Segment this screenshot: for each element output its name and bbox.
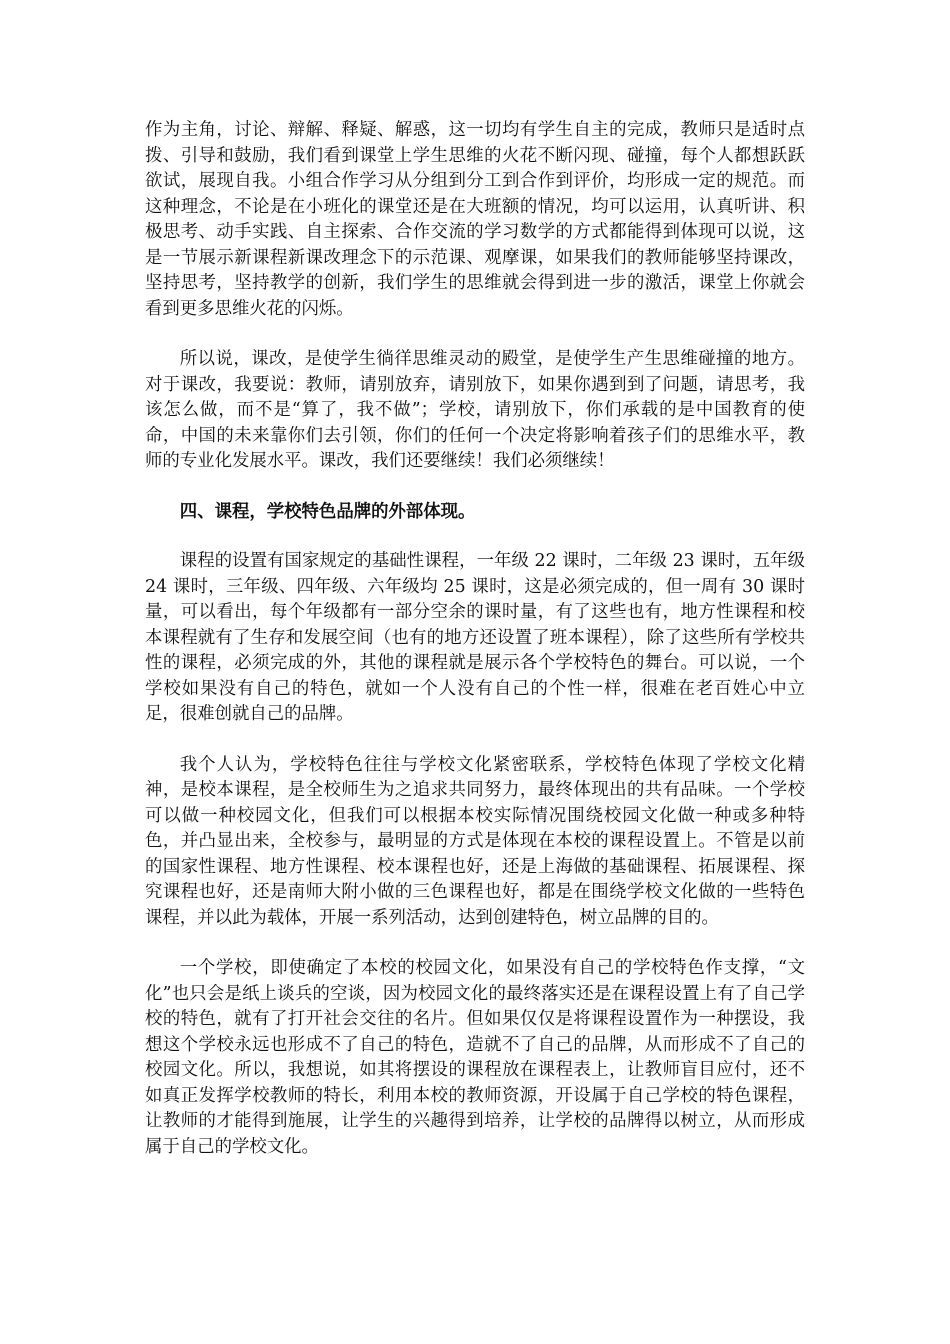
section-heading: 四、课程，学校特色品牌的外部体现。	[179, 501, 476, 522]
paragraph-4: 我个人认为，学校特色往往与学校文化紧密联系，学校特色体现了学校文化精神，是校本课程，是全校师生为之追求共同努力，最终体现出的共有品味。一个学校可以做一种校园文化，但我们可以根据本校实际情况围绕校园文化做一种或多种特色，并凸显出来，全校参与，最明显的方式是体现在本校的课程设置上。不管是以前的国家性课程、地方性课程、校本课程也好，还是上海做的基础课程、拓展课程、探究课程也好，还是南师大附小做的三色课程也好，都是在围绕学校文化做的一些特色课程，并以此为载体，开展一系列活动，达到创建特色，树立品牌的目的。	[145, 754, 805, 928]
document-body	[145, 118, 805, 1185]
paragraph-3: 课程的设置有国家规定的基础性课程，一年级 22 课时，二年级 23 课时，五年级 24 课时，三年级、四年级、六年级均 25 课时，这是必须完成的，但一周有 30 课时量，可以看出，每个年级都有一部分空余的课时量，有了这些也有，地方性课程和校本课程就有了生存和发展空间（也有的地方还设置了班本课程），除了这些所有学校共性的课程，必须完成的外，其他的课程就是展示各个学校特色的舞台。可以说，一个学校如果没有自己的特色，就如一个人没有自己的个性一样，很难在老百姓心中立足，很难创就自己的品牌。	[145, 551, 805, 724]
paragraph-5: 一个学校，即使确定了本校的校园文化，如果没有自己的学校特色作支撑，“文化”也只会是纸上谈兵的空谈，因为校园文化的最终落实还是在课程设置上有了自己学校的特色，就有了打开社会交往的名片。但如果仅仅是将课程设置作为一种摆设，我想这个学校永远也形成不了自己的特色，造就不了自己的品牌，从而形成不了自己的校园文化。所以，我想说，如其将摆设的课程放在课程表上，让教师盲目应付，还不如真正发挥学校教师的特长，利用本校的教师资源，开设属于自己学校的特色课程，让教师的才能得到施展，让学生的兴趣得到培养，让学校的品牌得以树立，从而形成属于自己的学校文化。	[145, 958, 805, 1157]
paragraph-2: 所以说，课改，是使学生徜徉思维灵动的殿堂，是使学生产生思维碰撞的地方。对于课改，我要说：教师，请别放弃，请别放下，如果你遇到到了问题，请思考，我该怎么做，而不是“算了，我不做”；学校，请别放下，你们承载的是中国教育的使命，中国的未来靠你们去引领，你们的任何一个决定将影响着孩子们的思维水平，教师的专业化发展水平。课改，我们还要继续！我们必须继续！	[145, 349, 805, 471]
paragraph-1: 作为主角，讨论、辩解、释疑、解惑，这一切均有学生自主的完成，教师只是适时点拨、引导和鼓励，我们看到课堂上学生思维的火花不断闪现、碰撞，每个人都想跃跃欲试，展现自我。小组合作学习从分组到分工到合作到评价，均形成一定的规范。而这种理念，不论是在小班化的课堂还是在大班额的情况，均可以运用，认真听讲、积极思考、动手实践、自主探索、合作交流的学习数学的方式都能得到体现可以说，这是一节展示新课程新课改理念下的示范课、观摩课，如果我们的教师能够坚持课改，坚持思考，坚持教学的创新，我们学生的思维就会得到进一步的激活，课堂上你就会看到更多思维火花的闪烁。	[145, 120, 805, 319]
